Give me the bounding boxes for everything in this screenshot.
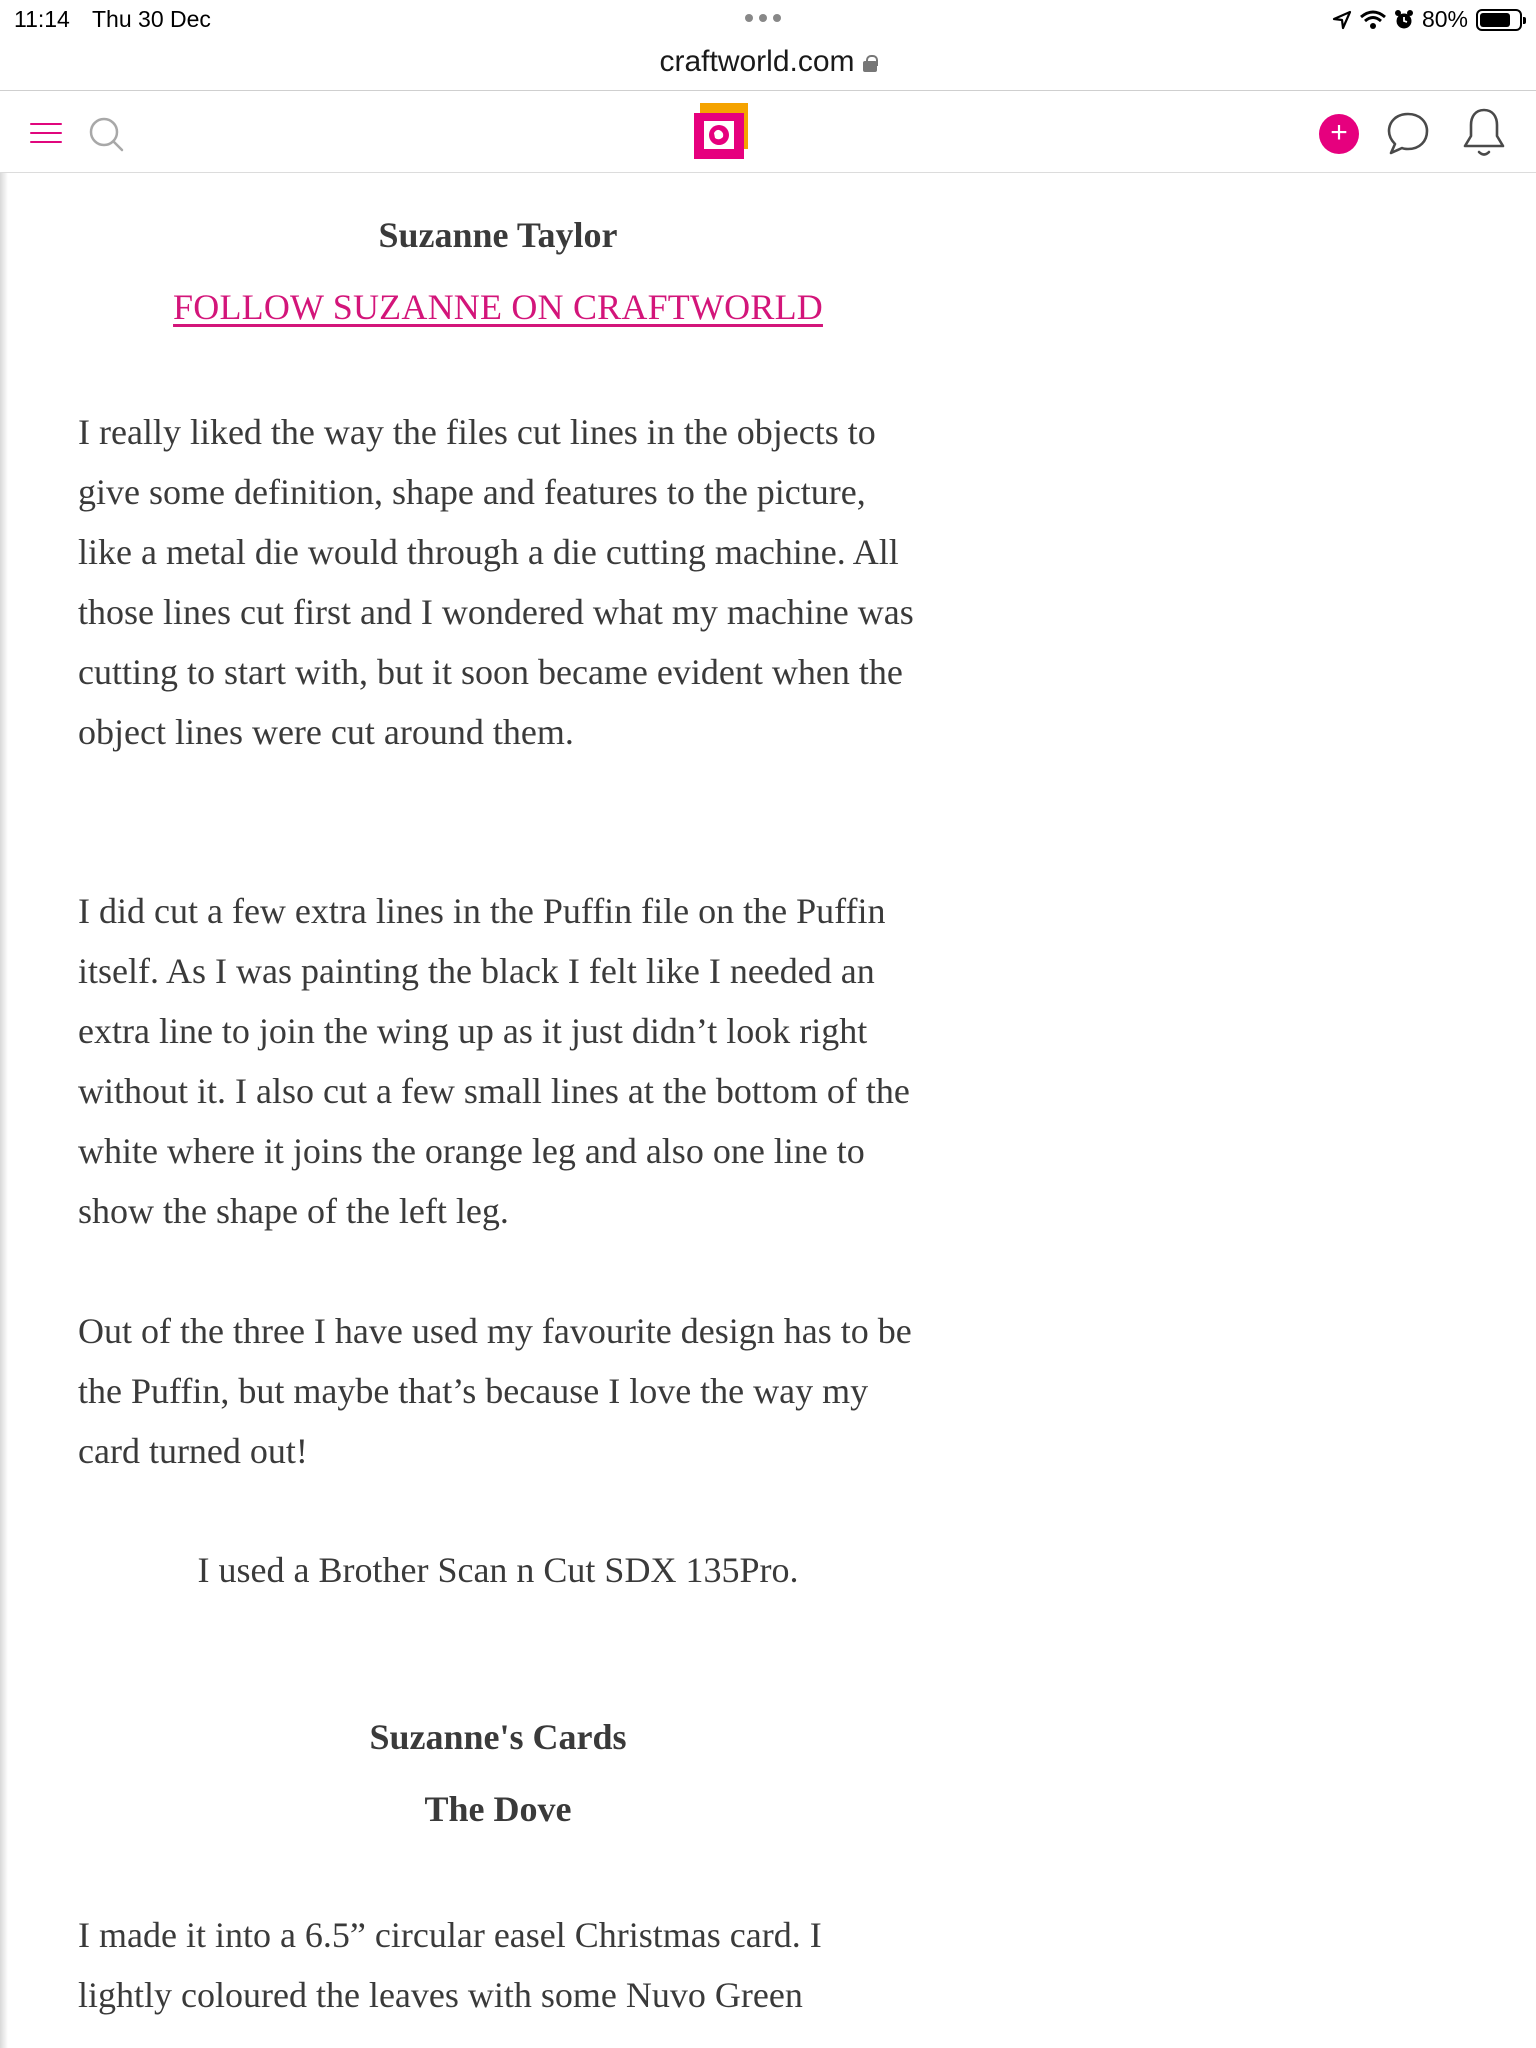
site-header: [0, 91, 1536, 173]
notification-bell-icon[interactable]: [1460, 106, 1508, 160]
url-text[interactable]: craftworld.com: [659, 45, 855, 78]
paragraph: I made it into a 6.5” circular easel Christmas card. I lightly coloured the leaves with some Nuvo Green: [78, 1915, 822, 2015]
sub-heading: The Dove: [424, 1789, 572, 1829]
follow-author-link[interactable]: FOLLOW SUZANNE ON CRAFTWORLD: [173, 287, 823, 327]
address-bar[interactable]: [0, 40, 1536, 90]
author-name: Suzanne Taylor: [378, 215, 618, 255]
battery-icon: [1476, 9, 1522, 31]
chat-icon[interactable]: [1384, 109, 1432, 157]
craftworld-logo[interactable]: [690, 103, 752, 161]
alarm-clock-icon: [1394, 9, 1414, 31]
lock-icon: [863, 55, 877, 72]
status-bar: [0, 0, 1536, 40]
section-heading: Suzanne's Cards: [369, 1717, 627, 1757]
wifi-icon: [1360, 10, 1386, 30]
paragraph-machine: I used a Brother Scan n Cut SDX 135Pro.: [197, 1550, 799, 1590]
paragraph: Out of the three I have used my favourite design has to be the Puffin, but maybe that’s because I love the way my card turned out!: [78, 1311, 912, 1471]
status-time: 11:14: [14, 6, 70, 32]
battery-level: [1480, 13, 1510, 27]
status-indicators: [1332, 6, 1522, 33]
status-date: Thu 30 Dec: [92, 6, 211, 32]
more-dots-icon[interactable]: [745, 14, 781, 22]
paragraph: I really liked the way the files cut lines in the objects to give some definition, shape and features to the picture, like a metal die would through a die cutting machine. All those lines cut first and I wondered what my machine was cutting to start with, but it soon became evident when the object lines were cut around them.: [78, 412, 914, 752]
left-edge-shadow: [0, 173, 8, 2048]
search-icon[interactable]: [88, 116, 126, 154]
location-arrow-icon: [1332, 10, 1352, 30]
add-button[interactable]: +: [1319, 114, 1359, 154]
battery-percent: 80%: [1421, 6, 1468, 32]
menu-icon[interactable]: [30, 123, 62, 143]
paragraph: I did cut a few extra lines in the Puffin file on the Puffin itself. As I was painting the black I felt like I needed an extra line to join the wing up as it just didn’t look right without it. I also cut a few small lines at the bottom of the white where it joins the orange leg and also one line to show the shape of the left leg.: [78, 891, 910, 1231]
